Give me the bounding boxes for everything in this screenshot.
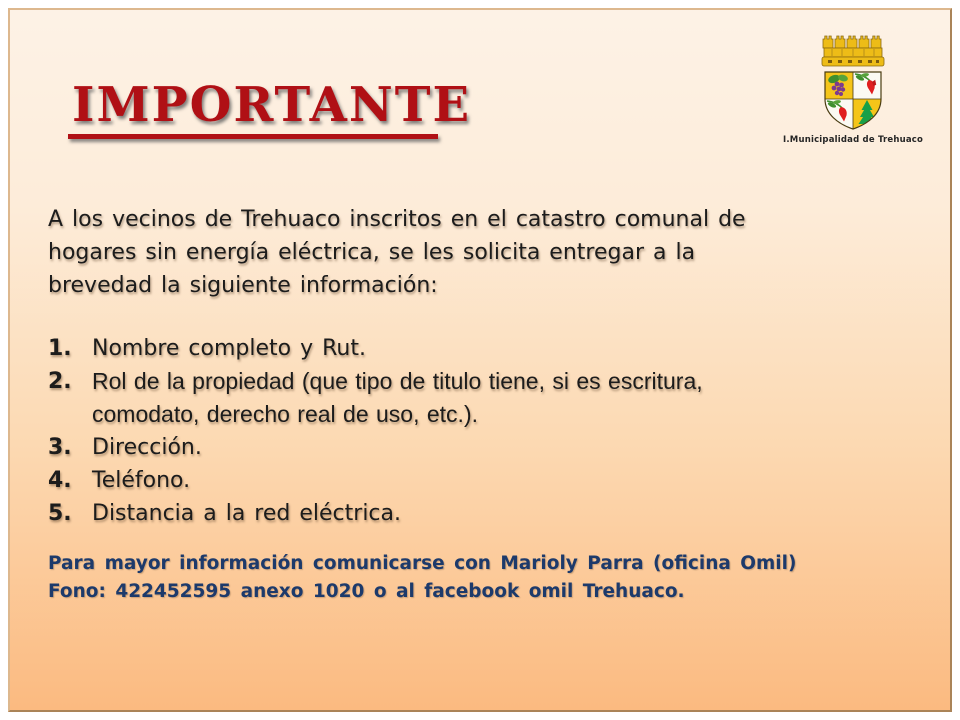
crest-caption: I.Municipalidad de Trehuaco [783, 135, 924, 145]
list-text: Rol de la propiedad (que tipo de titulo tiene, si es escritura, comodato, derecho real de uso, etc.). [92, 368, 703, 427]
contact-line: Para mayor información comunicarse con Marioly Parra (oficina Omil) [48, 553, 797, 574]
list-number: 5. [48, 501, 72, 526]
list-item [48, 497, 703, 530]
intro-paragraph [48, 203, 746, 302]
list-text: Distancia a la red eléctrica. [92, 501, 401, 526]
list-item [48, 431, 703, 464]
contact-info [48, 550, 796, 606]
list-text: Teléfono. [92, 468, 191, 493]
contact-line: Fono: 422452595 anexo 1020 o al facebook omil Trehuaco. [48, 581, 685, 602]
intro-line: brevedad la siguiente información: [48, 273, 438, 298]
municipal-crest [783, 26, 923, 145]
list-text: Nombre completo y Rut. [92, 336, 366, 361]
slide-title: IMPORTANTE [72, 77, 472, 133]
requirements-list [48, 332, 703, 530]
list-number: 2. [48, 369, 72, 394]
intro-line: hogares sin energía eléctrica, se les solicita entregar a la [48, 240, 696, 265]
list-number: 1. [48, 336, 72, 361]
slide-background [8, 8, 952, 712]
list-item [48, 332, 703, 365]
intro-line: A los vecinos de Trehuaco inscritos en el catastro comunal de [48, 207, 746, 232]
list-text: Dirección. [92, 435, 202, 460]
coat-of-arms-icon [812, 26, 894, 132]
list-item [48, 464, 703, 497]
list-number: 4. [48, 468, 72, 493]
list-number: 3. [48, 435, 72, 460]
list-item [48, 365, 703, 431]
title-underline [68, 134, 438, 139]
